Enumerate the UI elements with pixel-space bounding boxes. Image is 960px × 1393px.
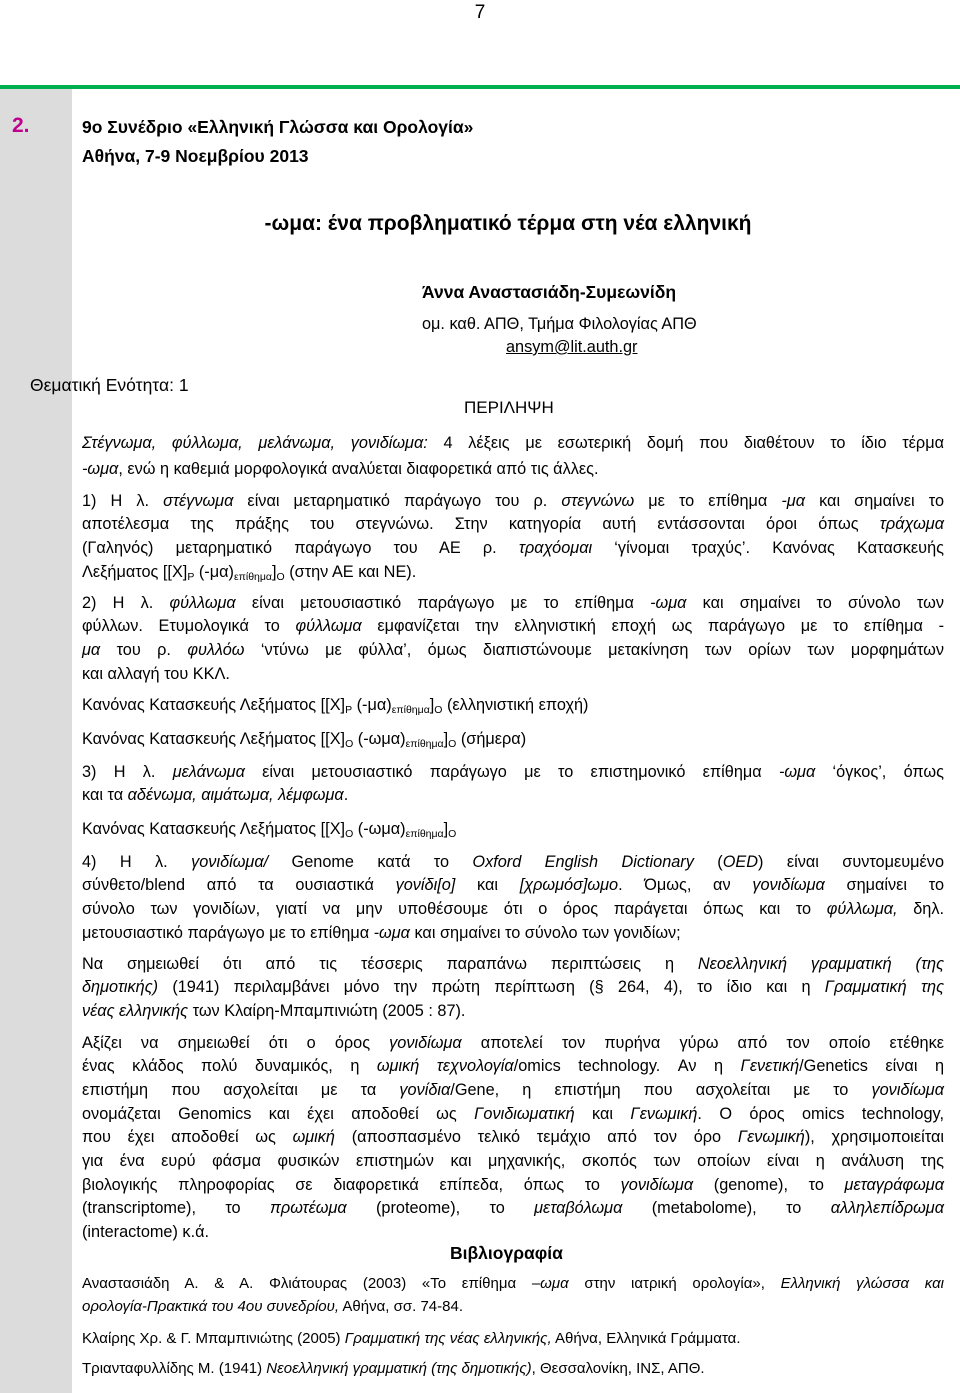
paragraph-line: μετουσιαστικό παράγωγο με το επίθημα -ωμα και σημαίνει το σύνολο των γονιδίων; [82, 924, 681, 942]
paragraph-line: δημοτικής) (1941) περιλαμβάνει μόνο την πρώτη περίπτωση (§ 264, 4), το ίδιο και η Γραμματική της [82, 978, 944, 996]
rule-formula: Κανόνας Κατασκευής Λεξήματος [$[X]_O$ $(-\omega\mu\alpha)_{\varepsilon\pi ί\theta\eta\mu\alpha}]_O$ (σήμερα) [82, 730, 527, 750]
paragraph-line: 1) Η λ. στέγνωμα είναι μεταρηματικό παράγωγο του ρ. στεγνώνω με το επίθημα -μα και σημαίνει το [82, 492, 945, 510]
paragraph-line: νέας ελληνικής των Κλαίρη-Μπαμπινιώτη (2005 : 87). [82, 1002, 466, 1020]
paragraph-line: Στέγνωμα, φύλλωμα, μελάνωμα, γονιδίωμα: 4 λέξεις με εσωτερική δομή που διαθέτουν το ίδιο τέρμα [82, 434, 944, 452]
author-affiliation: ομ. καθ. ΑΠΘ, Τμήμα Φιλολογίας ΑΠΘ [422, 315, 697, 333]
paragraph-line: που έχει αποδοθεί ως ωμική (αποσπασμένο τελικό τεμάχιο από τον όρο Γενωμική), χρησιμοποιείται [82, 1128, 945, 1146]
bibliography-entry: Αναστασιάδη Α. & Α. Φλιάτουρας (2003) «Το επίθημα –ωμα στην ιατρική ορολογία», Ελληνική γλώσσα και [82, 1275, 944, 1292]
section-symbol-icon: § [594, 978, 604, 996]
section-number: 2. [12, 114, 30, 137]
paragraph-line: 2) Η λ. φύλλωμα είναι μετουσιαστικό παράγωγο με το επίθημα -ωμα και σημαίνει το σύνολο των [82, 594, 944, 612]
conference-place-date: Αθήνα, 7-9 Νοεμβρίου 2013 [82, 146, 309, 166]
paragraph-line: (transcriptome), το πρωτέωμα (proteome), το μεταβόλωμα (metabolome), το αλληλεπίδρωμα [82, 1199, 944, 1217]
paragraph-line: Να σημειωθεί ότι από τις τέσσερις παραπάνω περιπτώσεις η Νεοελληνική γραμματική (της [82, 955, 944, 973]
header-rule [0, 85, 960, 89]
paragraph-line: ονομάζεται Genomics και έχει αποδοθεί ως Γονιδιωματική και Γενωμική. Ο όρος omics technology, [82, 1105, 944, 1123]
paragraph-line: Αξίζει να σημειωθεί ότι ο όρος γονιδίωμα αποτελεί τον πυρήνα γύρω από τον οποίο ετέθηκε [82, 1034, 944, 1052]
bibliography-entry: Τριανταφυλλίδης Μ. (1941) Νεοελληνική γραμματική (της δημοτικής), Θεσσαλονίκη, ΙΝΣ, ΑΠΘ. [82, 1360, 705, 1377]
conference-name: 9ο Συνέδριο «Ελληνική Γλώσσα και Ορολογία» [82, 117, 474, 137]
paragraph-line: ένας κλάδος πολύ δυναμικός, η ωμική τεχνολογία/omics technology. Αν η Γενετική/Genetics είναι η [82, 1057, 945, 1075]
paragraph-line: 4) Η λ. γονιδίωμα/ Genome κατά το Oxford English Dictionary (OED) είναι συντομευμένο [82, 853, 944, 871]
paragraph-line: αποτέλεσμα της πράξης του στεγνώνω. Στην κατηγορία αυτή εντάσσονται όροι όπως τράχωμα [82, 515, 944, 533]
bibliography-entry: Κλαίρης Χρ. & Γ. Μπαμπινιώτης (2005) Γραμματική της νέας ελληνικής, Αθήνα, Ελληνικά Γράμματα. [82, 1330, 741, 1347]
abstract-heading: ΠΕΡΙΛΗΨΗ [464, 398, 554, 417]
paragraph-line: -ωμα, ενώ η καθεμιά μορφολογικά αναλύεται διαφορετικά από τις άλλες. [82, 460, 599, 478]
paragraph-line: για ένα ευρύ φάσμα φυσικών επιστημών και μηχανικής, σκοπός των οποίων είναι η ανάλυση της [82, 1152, 944, 1170]
rule-formula: Κανόνας Κατασκευής Λεξήματος [$[X]_O$ $(-\omega\mu\alpha)_{\varepsilon\pi ί\theta\eta\mu\alpha}]_O$ [82, 820, 457, 840]
paragraph-line: (interactome) κ.ά. [82, 1223, 210, 1241]
author-email[interactable]: ansym@lit.auth.gr [506, 338, 638, 356]
paragraph-line: επιστήμη που ασχολείται με τα γονίδια/Gene, η επιστήμη που ασχολείται με το γονιδίωμα [82, 1081, 944, 1099]
paper-title: -ωμα: ένα προβληματικό τέρμα στη νέα ελληνική [264, 212, 752, 235]
paragraph-line: σύνθετο/blend από τα ουσιαστικά γονίδι[ο] και [χρωμόσ]ωμο. Όμως, αν γονιδίωμα σημαίνει το [82, 876, 944, 894]
paragraph-line: και αλλαγή του ΚΚΛ. [82, 665, 230, 683]
bibliography-heading: Βιβλιογραφία [450, 1243, 563, 1263]
paragraph-line: σύνολο των γονιδίων, γιατί να μην υποθέσουμε ότι ο όρος παράγεται όπως και το φύλλωμα, δηλ. [82, 900, 944, 918]
rule-formula: Λεξήματος [$[X]_P$ $(-\mu\alpha)_{\varepsilon\pi ί\theta\eta\mu\alpha}]_O$ (στην ΑΕ και ΝΕ). [82, 563, 417, 583]
paragraph-line: 3) Η λ. μελάνωμα είναι μετουσιαστικό παράγωγο με το επιστημονικό επίθημα -ωμα ‘όγκος’, όπως [82, 763, 944, 781]
author-name: Άννα Αναστασιάδη-Συμεωνίδη [422, 282, 677, 302]
paragraph-line: φύλλων. Ετυμολογικά το φύλλωμα εμφανίζεται την ελληνιστική εποχή ως παράγωγο με το επίθημα - [82, 617, 944, 635]
thematic-unit: Θεματική Ενότητα: 1 [30, 375, 189, 395]
rule-formula: Κανόνας Κατασκευής Λεξήματος [$[X]_P$ $(-\mu\alpha)_{\varepsilon\pi ί\theta\eta\mu\alpha}]_O$ (ελληνιστική εποχή) [82, 696, 589, 716]
paragraph-line: και τα αδένωμα, αιμάτωμα, λέμφωμα. [82, 786, 349, 804]
page-number: 7 [474, 2, 486, 23]
side-bar [0, 89, 72, 1393]
paragraph-line: βιολογικής πληροφορίας σε διαφορετικά επίπεδα, όπως το γονιδίωμα (genome), το μεταγράφωμα [82, 1176, 945, 1194]
paragraph-line: (Γαληνός) μεταρηματικό παράγωγο του ΑΕ ρ. τραχόομαι ‘γίνομαι τραχύς’. Κανόνας Κατασκευής [82, 539, 944, 557]
paragraph-line: μα του ρ. φυλλόω ‘ντύνω με φύλλα’, όμως διαπιστώνουμε μετακίνηση των ορίων των μορφημάτων [82, 641, 944, 659]
bibliography-entry: ορολογία-Πρακτικά του 4ου συνεδρίου, Αθήνα, σσ. 74-84. [82, 1298, 463, 1315]
